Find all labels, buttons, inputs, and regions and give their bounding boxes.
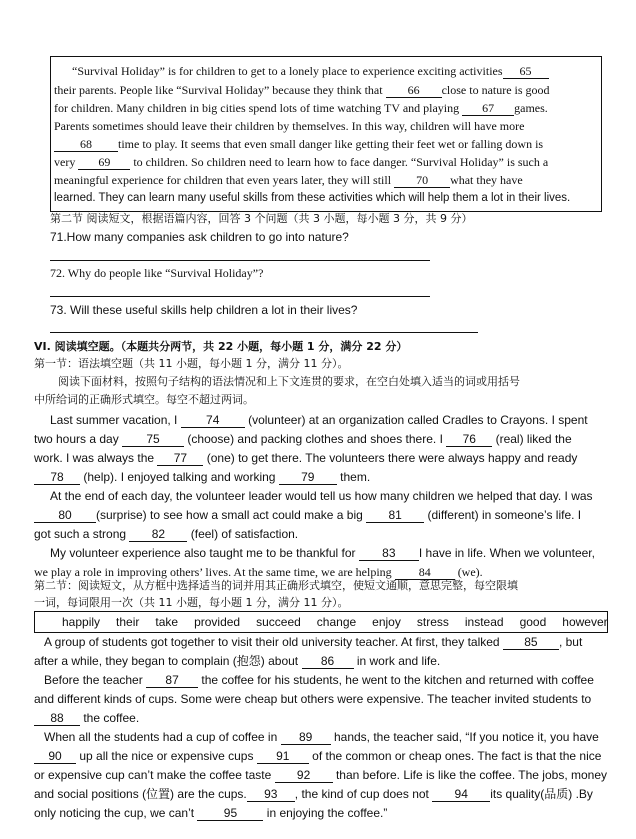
blank-81[interactable]: 81 (366, 509, 424, 523)
section1-instructions-1: 阅读下面材料，按照句子结构的语法情况和上下文连贯的要求，在空白处填入适当的词或用括号 (58, 375, 520, 388)
passage1-line7: meaningful experience for children that even years later, they will still 70 what they have (54, 173, 523, 187)
passage3-line5: 88 the coffee. (34, 710, 636, 726)
word-box-word: good (519, 615, 547, 629)
section2-instructions-2: 一词，每词限用一次（共 11 小题，每小题 1 分，满分 11 分）。 (34, 596, 349, 609)
question-73: 73. Will these useful skills help children a lot in their lives? (50, 303, 358, 317)
passage2-line3: work. I was always the 77 (one) to get there. The volunteers there were always happy and ready (34, 451, 578, 465)
passage1-line8: learned. They can learn many useful skills from these activities which will help them a lot in their lives. (54, 192, 571, 204)
blank-82[interactable]: 82 (129, 528, 187, 542)
passage1-line4: Parents sometimes should leave their children by themselves. In this way, children will have more (54, 119, 525, 133)
passage3-line4: and different kinds of cups. Some were cheap but others were expensive. The teacher invited students to (34, 692, 592, 706)
word-box-words (62, 614, 636, 630)
passage3-line7: 90 up all the nice or expensive cups 91 of the common or cheap ones. The fact is that the nice (34, 748, 636, 764)
blank-95[interactable]: 95 (197, 807, 263, 821)
blank-85[interactable]: 85 (503, 636, 559, 650)
passage3-line6: When all the students had a cup of coffee in 89 hands, the teacher said, “If you notice it, you have (44, 730, 599, 744)
passage2-line8: My volunteer experience also taught me to be thankful for 83 I have in life. When we volunteer, (50, 546, 595, 560)
passage3-line9: and social positions (位置) are the cups. 93 , the kind of cup does not 94 its quality(品质) .By (34, 787, 593, 801)
section1-instructions-2: 中所给词的正确形式填空。每空不超过两词。 (34, 393, 254, 406)
word-box-word: their (116, 615, 140, 629)
passage2-line6: 80 (surprise) to see how a small act could make a big 81 (different) in someone’s life. I (34, 507, 636, 523)
blank-86[interactable]: 86 (302, 655, 354, 669)
passage3-line3: Before the teacher 87 the coffee for his students, he went to the kitchen and returned with coffee (44, 673, 594, 687)
blank-88[interactable]: 88 (34, 712, 80, 726)
word-box-word: take (155, 615, 179, 629)
passage3-line1: A group of students got together to visit their old university teacher. At first, they talked 85 , but (44, 635, 583, 649)
passage1-line2: their parents. People like “Survival Holiday” because they think that 66 close to nature is good (54, 83, 550, 97)
blank-89[interactable]: 89 (281, 731, 331, 745)
blank-69[interactable]: 69 (78, 156, 130, 170)
answer-line-71[interactable] (50, 260, 430, 261)
answer-line-73[interactable] (50, 332, 478, 333)
blank-92[interactable]: 92 (275, 769, 333, 783)
blank-93[interactable]: 93 (247, 788, 295, 802)
word-box-word: change (316, 615, 357, 629)
blank-94[interactable]: 94 (432, 788, 490, 802)
passage2-line2: two hours a day 75 (choose) and packing clothes and shoes there. I 76 (real) liked the (34, 432, 572, 446)
blank-65[interactable]: 65 (503, 65, 549, 79)
part6-title: VI. 阅读填空题。（本题共分两节，共 22 小题，每小题 1 分，满分 22 分） (34, 340, 408, 353)
blank-91[interactable]: 91 (257, 750, 309, 764)
section2-instructions-1: 第二节：阅读短文，从方框中选择适当的词并用其正确形式填空，使短文通顺，意思完整，每空限填 (34, 579, 518, 592)
section1-title: 第一节：语法填空题（共 11 小题，每小题 1 分，满分 11 分）。 (34, 357, 349, 370)
word-box-word: stress (416, 615, 449, 629)
answer-line-72[interactable] (50, 296, 430, 297)
blank-70[interactable]: 70 (394, 174, 450, 188)
blank-77[interactable]: 77 (157, 452, 203, 466)
word-box-word: succeed (256, 615, 301, 629)
blank-83[interactable]: 83 (359, 547, 419, 561)
word-box-word: provided (194, 615, 241, 629)
passage-box (50, 56, 602, 212)
passage1-line5: 68 time to play. It seems that even small danger like getting their feet wet or falling down is (54, 136, 636, 152)
passage1-line6: very 69 to children. So children need to learn how to face danger. “Survival Holiday” is such a (54, 155, 549, 169)
word-box-word: however (562, 615, 608, 629)
blank-78[interactable]: 78 (34, 471, 80, 485)
blank-74[interactable]: 74 (181, 414, 245, 428)
passage2-line5: At the end of each day, the volunteer leader would tell us how many children we helped that day. I was (50, 489, 593, 503)
word-box-word: happily (62, 615, 101, 629)
passage3-line2: after a while, they began to complain (抱怨) about 86 in work and life. (34, 654, 441, 668)
passage2-line4: 78 (help). I enjoyed talking and working 79 them. (34, 469, 636, 485)
section2-header: 第二节 阅读短文，根据语篇内容，回答 3 个问题（共 3 小题，每小题 3 分，共 9 分） (50, 212, 473, 225)
blank-84[interactable]: 84 (395, 566, 455, 580)
passage3-line8: or expensive cup can’t make the coffee taste 92 than before. Life is like the coffee. The jobs, money (34, 768, 608, 782)
passage2-line1: Last summer vacation, I 74 (volunteer) at an organization called Cradles to Crayons. I spent (50, 413, 588, 427)
passage2-line7: got such a strong 82 (feel) of satisfaction. (34, 527, 299, 541)
blank-87[interactable]: 87 (146, 674, 198, 688)
blank-76[interactable]: 76 (446, 433, 492, 447)
word-box-word: enjoy (372, 615, 401, 629)
blank-90[interactable]: 90 (34, 750, 76, 764)
passage1-line3: for children. Many children in big cities spend lots of time watching TV and playing 67 games. (54, 101, 548, 115)
blank-66[interactable]: 66 (386, 84, 442, 98)
blank-68[interactable]: 68 (54, 138, 118, 152)
question-72: 72. Why do people like “Survival Holiday”? (50, 266, 264, 280)
passage2-line9: we play a role in improving others’ lives. At the same time, we are helping 84 (we). (34, 565, 483, 579)
question-71: 71.How many companies ask children to go into nature? (50, 230, 349, 244)
passage1-line1: “Survival Holiday” is for children to get to a lonely place to experience exciting activities 65 (72, 63, 636, 79)
word-box-word: instead (464, 615, 504, 629)
blank-80[interactable]: 80 (34, 509, 96, 523)
passage3-line10: only noticing the cup, we can’t 95 in enjoying the coffee.” (34, 806, 388, 820)
blank-67[interactable]: 67 (462, 102, 514, 116)
blank-79[interactable]: 79 (279, 471, 337, 485)
blank-75[interactable]: 75 (122, 433, 184, 447)
